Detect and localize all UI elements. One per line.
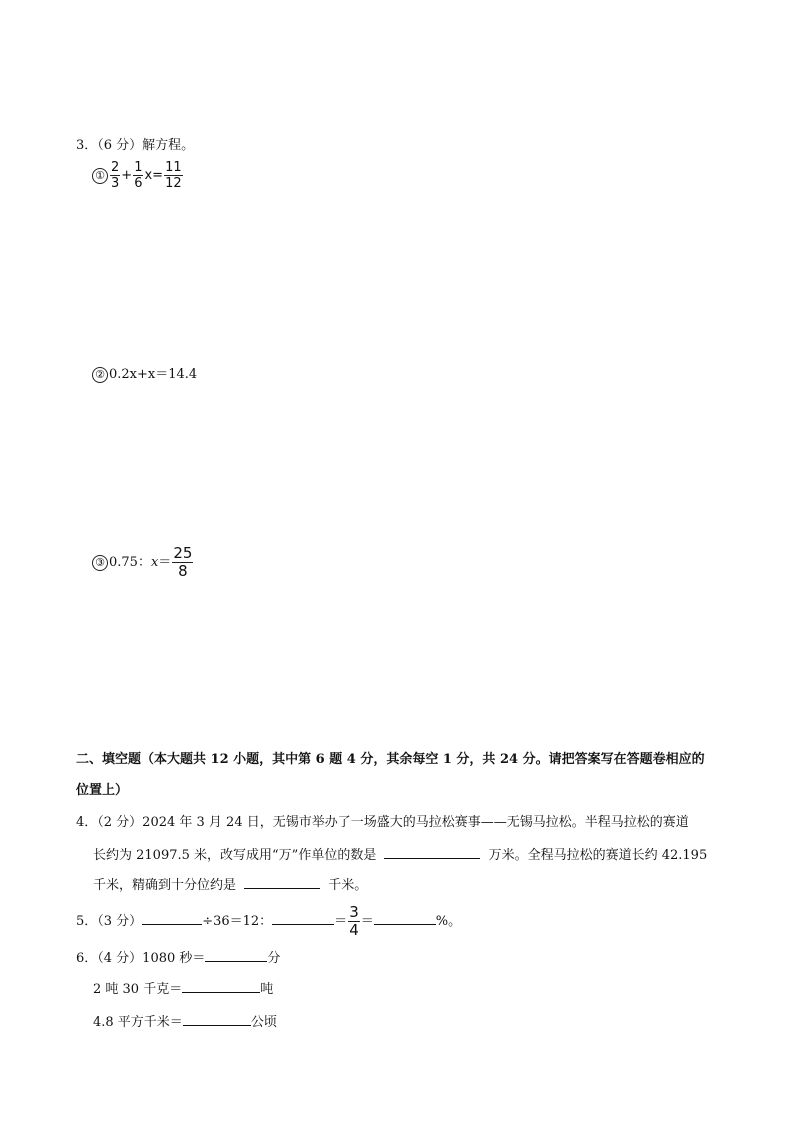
q6-line-1: 6．（4 分）1080 秒＝ 分 [76,947,280,966]
equation-2 [92,363,197,383]
section-2-title-line-2: 位置上） [76,783,129,798]
circled-marker-1: ① [92,168,108,184]
q4-blank-1[interactable] [384,844,480,859]
q4-blank-2[interactable] [244,874,320,889]
q6-blank-1[interactable] [205,947,267,962]
fraction-1-6: $\frac{1}{6}$ [134,160,143,191]
circled-marker-2: ② [92,367,108,383]
q5-blank-2[interactable] [272,910,334,925]
fraction-11-12: $\frac{11}{12}$ [165,160,182,191]
fraction-25-8: $\frac{25}{8}$ [173,544,193,580]
fraction-2-3: $\frac{2}{3}$ [111,160,120,191]
equation-2-text: 0.2x+x＝14.4 [109,367,198,382]
equation-3: ③ 0.75：x＝ $\frac{25}{8}$ [92,545,194,580]
q4-line-2: 长约为 21097.5 米，改写成用“万”作单位的数是 万米。全程马拉松的赛道长约 42.195 [93,844,707,863]
circled-marker-3: ③ [92,555,108,571]
section-2-title-line-1: 二、填空题（本大题共 12 小题，其中第 6 题 4 分，其余每空 1 分，共 24 分。请把答案写在答题卷相应的 [76,752,705,767]
fraction-3-4: $\frac{3}{4}$ [349,903,359,939]
q5-blank-3[interactable] [374,910,436,925]
q5-blank-1[interactable] [142,910,202,925]
equation-1: ① $\frac{2}{3}$ + $\frac{1}{6}$ x= $\frac{11}{12}$ [92,160,184,191]
q6-line-3: 4.8 平方千米＝ 公顷 [93,1011,277,1030]
q4-line-3: 千米，精确到十分位约是 千米。 [93,874,367,893]
q6-blank-3[interactable] [183,1011,251,1026]
q5-line: 5．（3 分） ÷36＝12： ＝ $\frac{3}{4}$ ＝ %。 [76,903,462,939]
q4-line-1: 4．（2 分）2024 年 3 月 24 日，无锡市举办了一场盛大的马拉松赛事——无锡马拉松。半程马拉松的赛道 [76,815,689,830]
q6-line-2: 2 吨 30 千克＝ 吨 [93,978,273,997]
q6-blank-2[interactable] [182,978,260,993]
q3-header: 3．（6 分）解方程。 [76,138,195,153]
